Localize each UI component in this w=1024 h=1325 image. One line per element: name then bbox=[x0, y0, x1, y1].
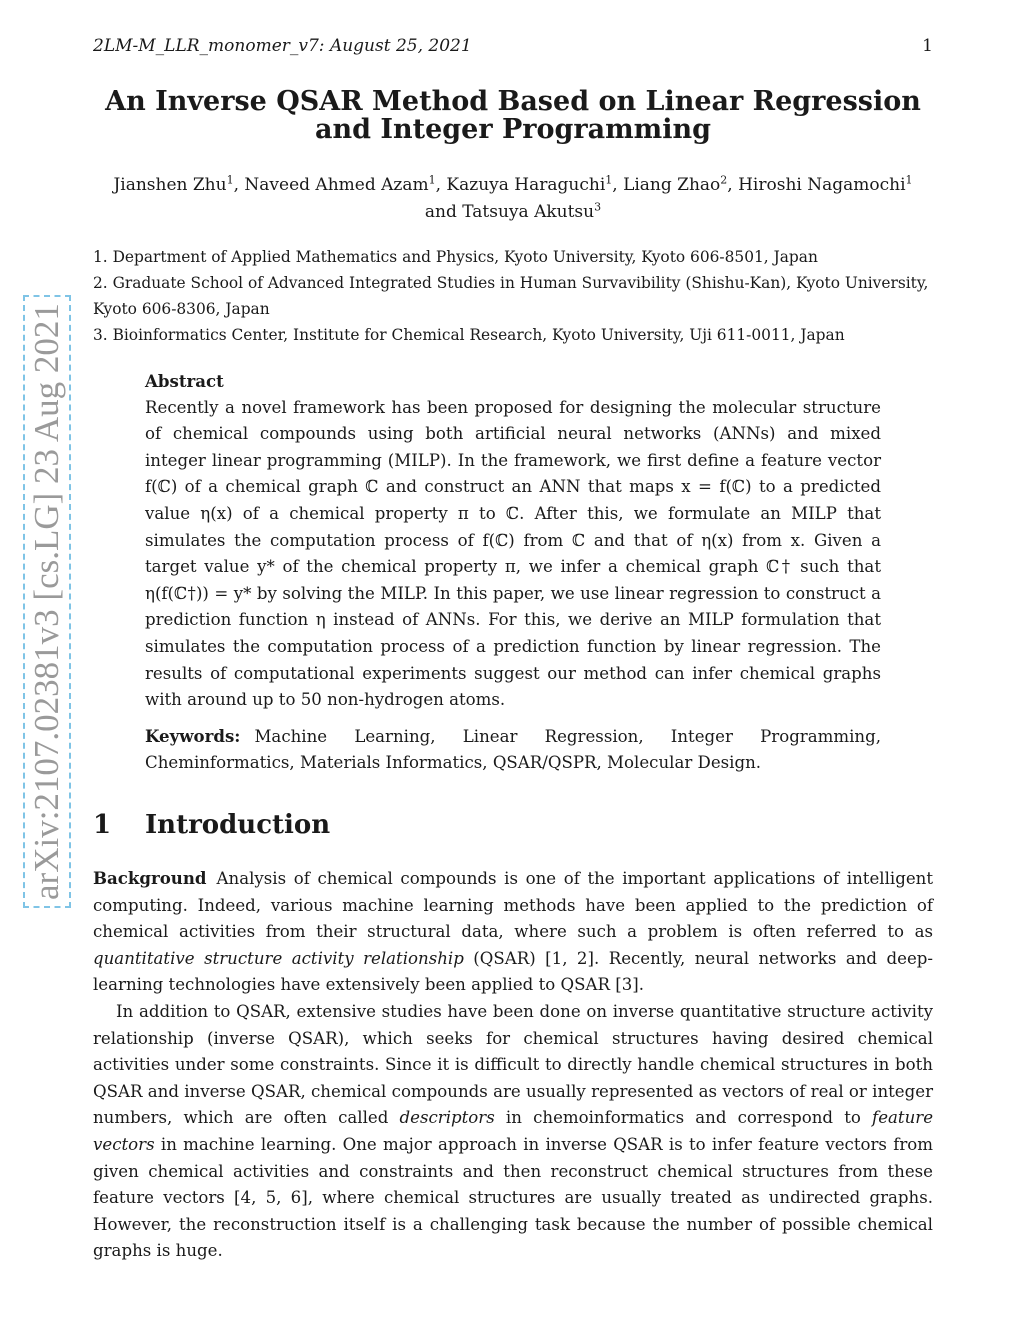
abstract-text: Recently a novel framework has been proposed for designing the molecular structure of chemical compounds using both artificial neural networks (ANNs) and mixed integer linear programming (MILP). In the framework, we first define a feature vector f(ℂ) of a chemical graph ℂ and construct an ANN that maps x = f(ℂ) to a predicted value η(x) of a chemical property π to ℂ. After this, we formulate an MILP that simulates the computation process of f(ℂ) from ℂ and that of η(x) from x. Given a target value y* of the chemical property π, we infer a chemical graph ℂ† such that η(f(ℂ†)) = y* by solving the MILP. In this paper, we use linear regression to construct a prediction function η instead of ANNs. For this, we derive an MILP formulation that simulates the computation process of a prediction function by linear regression. The results of computational experiments suggest our method can infer chemical graphs with around up to 50 non-hydrogen atoms. bbox=[145, 397, 881, 710]
author-affiliation-mark: 1 bbox=[905, 173, 913, 187]
emphasis-term: feature vectors bbox=[93, 1108, 934, 1154]
author-affiliation-mark: 3 bbox=[594, 200, 602, 214]
affiliation-2: 2. Graduate School of Advanced Integrated Studies in Human Survavibility (Shishu-Kan), Kyoto University, Kyoto 606-8306, Japan bbox=[93, 274, 929, 318]
section-heading bbox=[93, 810, 933, 840]
author-affiliation-mark: 1 bbox=[226, 173, 234, 187]
keywords bbox=[145, 723, 881, 777]
paragraph-runin-heading: Background bbox=[93, 868, 207, 888]
author-name: Naveed Ahmed Azam bbox=[244, 175, 429, 195]
emphasis-term: quantitative structure activity relationship bbox=[93, 948, 464, 968]
title-line-1: An Inverse QSAR Method Based on Linear Regression bbox=[105, 86, 921, 117]
running-header bbox=[93, 36, 933, 56]
paragraph-text: in chemoinformatics and correspond to bbox=[494, 1108, 873, 1128]
paragraph-inverse-qsar bbox=[93, 999, 933, 1265]
affiliation-3: 3. Bioinformatics Center, Institute for Chemical Research, Kyoto University, Uji 611-0011, Japan bbox=[93, 326, 845, 344]
author-name: Liang Zhao bbox=[623, 175, 721, 195]
affiliation-1: 1. Department of Applied Mathematics and Physics, Kyoto University, Kyoto 606-8501, Japan bbox=[93, 248, 818, 266]
author-list bbox=[93, 172, 933, 226]
abstract-heading: Abstract bbox=[145, 371, 224, 391]
author-separator: , bbox=[612, 175, 624, 195]
abstract bbox=[145, 368, 881, 777]
author-name: Jianshen Zhu bbox=[113, 175, 227, 195]
paper-title bbox=[93, 88, 933, 144]
author-separator: , bbox=[233, 175, 245, 195]
author-line-2 bbox=[93, 199, 933, 226]
paragraph-text: in machine learning. One major approach in inverse QSAR is to infer feature vectors from given chemical activities and constraints and then reconstruct chemical structures from these feature vectors [4, 5, 6], where chemical structures are usually treated as undirected graphs. However, the reconstruction itself is a challenging task because the number of possible chemical graphs is huge. bbox=[93, 1134, 933, 1261]
author-line-1 bbox=[93, 172, 933, 199]
paragraph-text: Analysis of chemical compounds is one of the important applications of intelligent computing. Indeed, various machine learning methods have been applied to the prediction of chemical activities from their structural data, where such a problem is often referred to as bbox=[93, 869, 933, 942]
author-affiliation-mark: 1 bbox=[605, 173, 613, 187]
author-name: Hiroshi Nagamochi bbox=[738, 175, 906, 195]
page-number: 1 bbox=[922, 36, 933, 56]
affiliations bbox=[93, 244, 933, 348]
emphasis-term: descriptors bbox=[399, 1108, 495, 1128]
author-affiliation-mark: 2 bbox=[720, 173, 728, 187]
author-name: Tatsuya Akutsu bbox=[462, 202, 595, 222]
section-body bbox=[93, 865, 933, 1265]
section-number: 1 bbox=[93, 810, 112, 840]
paragraph-text: In addition to QSAR, extensive studies have been done on inverse quantitative structure activity relationship (inverse QSAR), which seeks for chemical structures having desired chemical activities under some constraints. Since it is difficult to directly handle chemical structures in both QSAR and inverse QSAR, chemical compounds are usually represented as vectors of real or integer numbers, which are often called bbox=[93, 1001, 933, 1128]
author-separator: , bbox=[727, 175, 739, 195]
keywords-label: Keywords: bbox=[145, 725, 241, 746]
paragraph-text: (QSAR) [1, 2]. Recently, neural networks and deep-learning technologies have extensively been applied to QSAR [3]. bbox=[93, 948, 933, 995]
author-separator: , bbox=[435, 175, 447, 195]
author-name: Kazuya Haraguchi bbox=[446, 175, 606, 195]
section-title: Introduction bbox=[145, 810, 331, 840]
paragraph-background bbox=[93, 865, 933, 999]
keywords-text: Machine Learning, Linear Regression, Integer Programming, Cheminformatics, Materials Informatics, QSAR/QSPR, Molecular Design. bbox=[145, 726, 881, 773]
arxiv-stamp[interactable]: arXiv:2107.02381v3 [cs.LG] 23 Aug 2021 bbox=[23, 295, 71, 908]
author-affiliation-mark: 1 bbox=[428, 173, 436, 187]
title-line-2: and Integer Programming bbox=[314, 114, 712, 145]
running-title: 2LM-M_LLR_monomer_v7: August 25, 2021 bbox=[93, 36, 472, 56]
author-conjunction: and bbox=[424, 202, 463, 222]
